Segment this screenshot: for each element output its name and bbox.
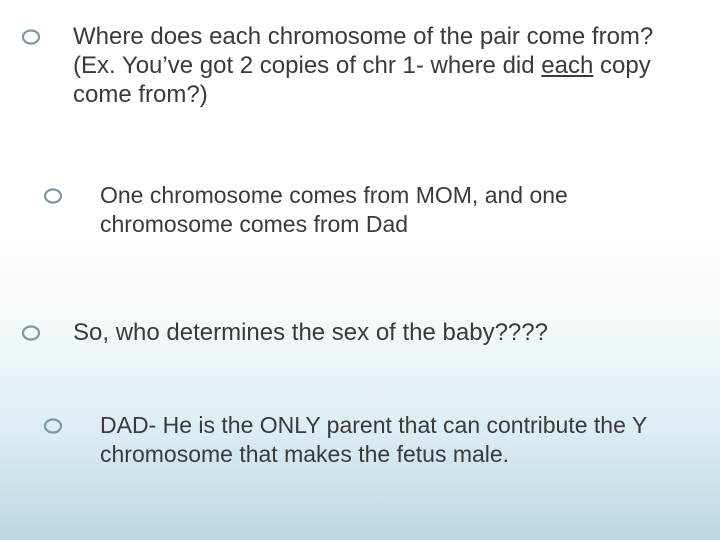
bullet-text: One chromosome comes from MOM, and one chromosome comes from Dad <box>100 182 568 237</box>
ring-bullet-icon <box>42 185 64 207</box>
emphasis-each: each <box>541 52 594 79</box>
ring-bullet-icon <box>20 322 42 344</box>
bullet-text: So, who determines the sex of the baby???? <box>73 319 548 346</box>
bullet-text: DAD- He is the ONLY parent that can contribute the Y chromosome that makes the fetus male. <box>100 412 647 467</box>
bullet-text: Where does each chromosome of the pair come from? (Ex. You’ve got 2 copies of chr 1- where did each copy come from?) <box>73 23 654 108</box>
ring-bullet-icon <box>20 26 42 48</box>
bullet-question-sex-determination <box>20 318 700 347</box>
bullet-answer-dad-y-chromosome <box>42 411 702 469</box>
bullet-answer-mom-dad <box>42 181 702 239</box>
bullet-question-chromosome-origin <box>20 22 700 109</box>
ring-bullet-icon <box>42 415 64 437</box>
